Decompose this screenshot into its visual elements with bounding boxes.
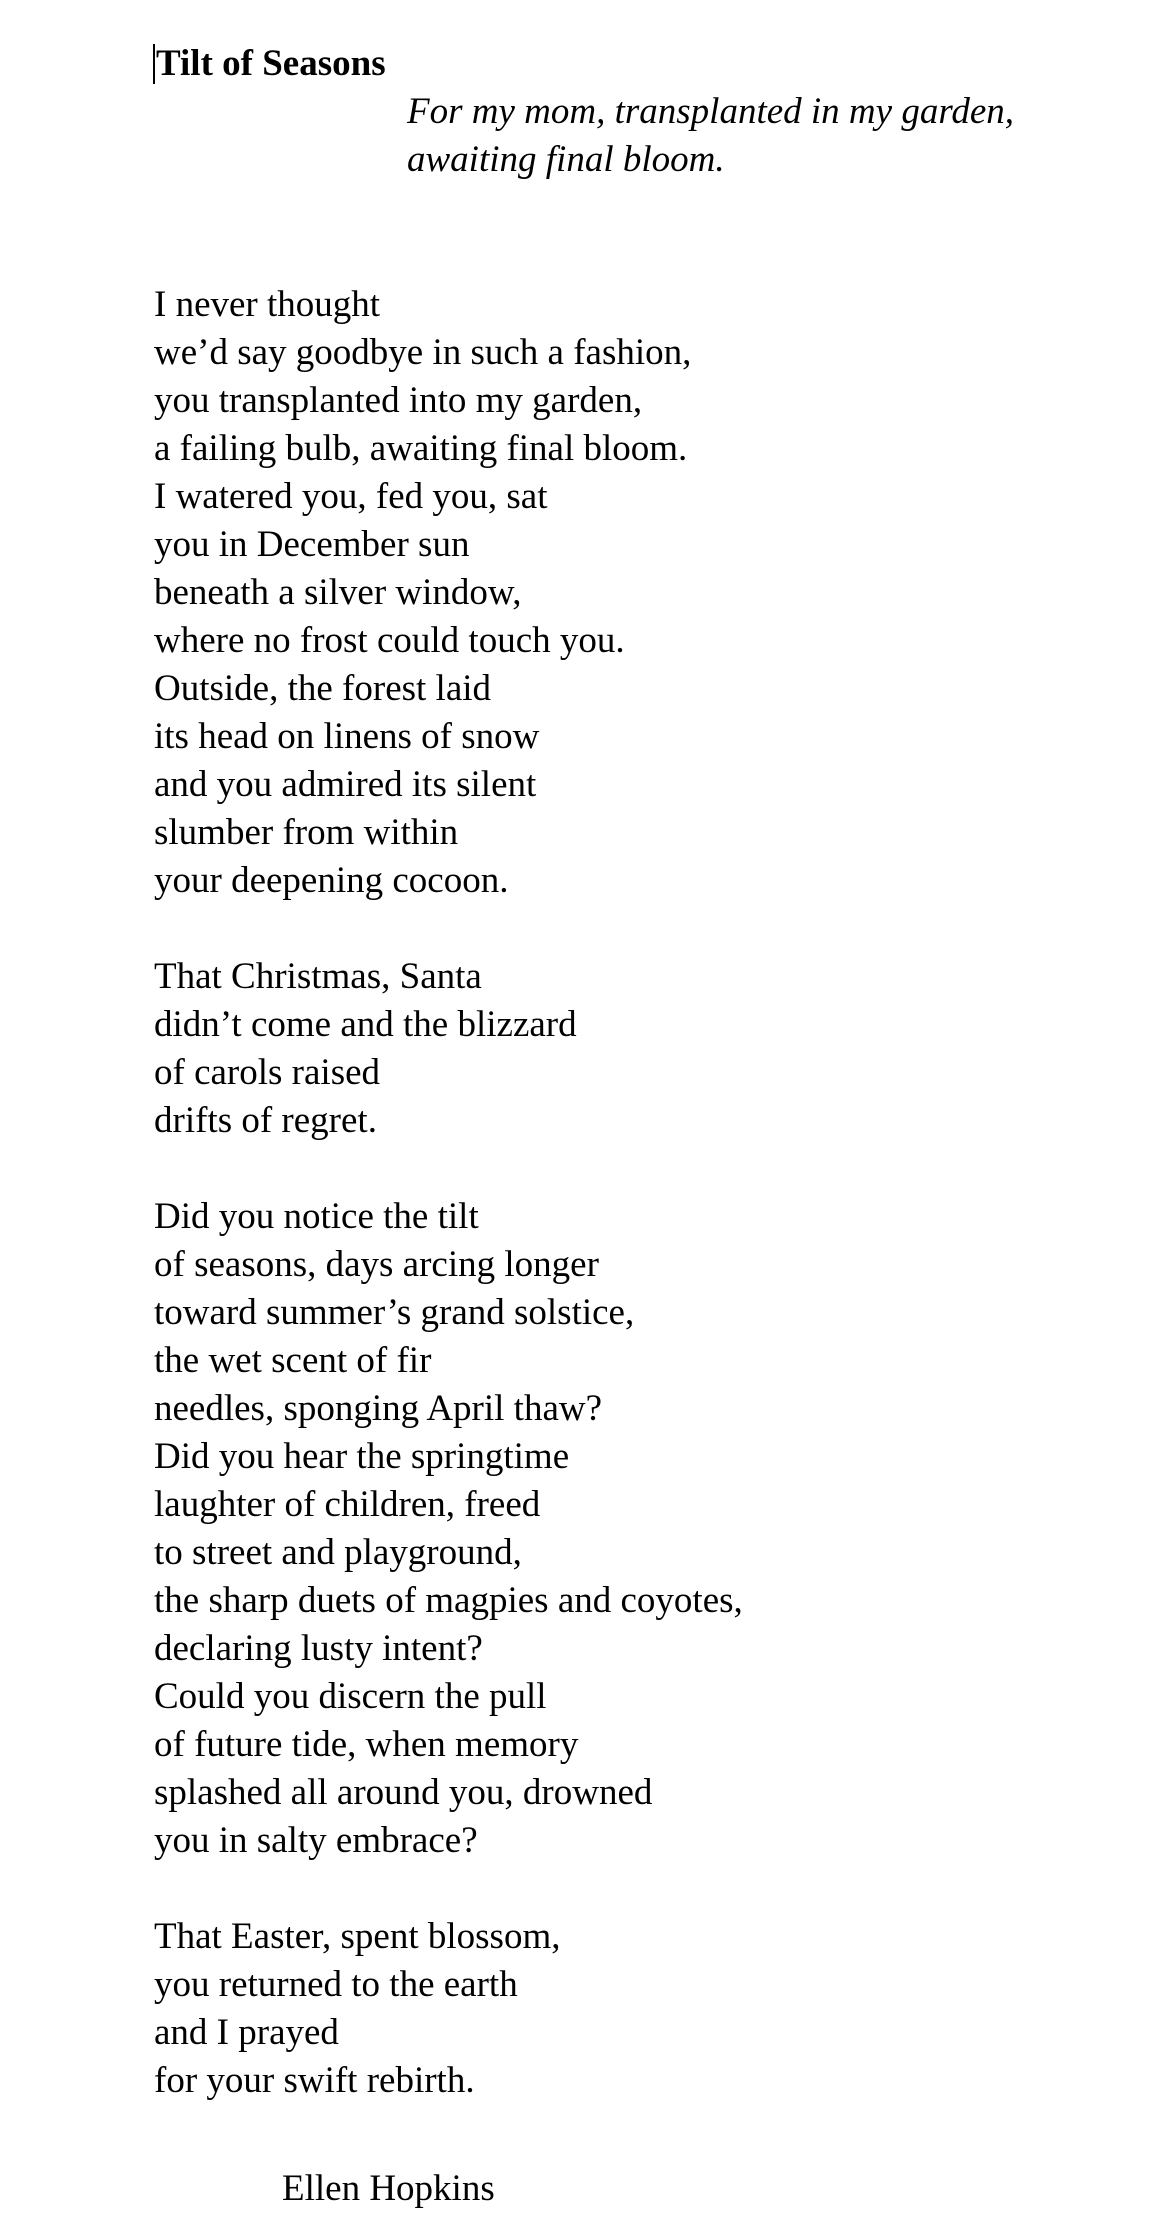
poem-dedication bbox=[407, 88, 1014, 184]
poem-line: you returned to the earth bbox=[154, 1964, 518, 2005]
dedication-line: For my mom, transplanted in my garden, bbox=[407, 91, 1015, 132]
poem-body bbox=[154, 281, 743, 2105]
poem-line: where no frost could touch you. bbox=[154, 620, 625, 661]
poem-line: Did you hear the springtime bbox=[154, 1436, 570, 1477]
text-cursor bbox=[153, 44, 155, 84]
poem-line: to street and playground, bbox=[154, 1532, 522, 1573]
poem-line: Did you notice the tilt bbox=[154, 1196, 479, 1237]
poem-line: of carols raised bbox=[154, 1052, 381, 1093]
poem-line: the wet scent of fir bbox=[154, 1340, 432, 1381]
poem-author: Ellen Hopkins bbox=[282, 2168, 495, 2209]
stanza bbox=[154, 953, 743, 1145]
poem-line: declaring lusty intent? bbox=[154, 1628, 483, 1669]
poem-line: of future tide, when memory bbox=[154, 1724, 579, 1765]
poem-line: I never thought bbox=[154, 284, 381, 325]
poem-line: you in December sun bbox=[154, 524, 470, 565]
poem-line: slumber from within bbox=[154, 812, 459, 853]
poem-line: drifts of regret. bbox=[154, 1100, 377, 1141]
poem-line: splashed all around you, drowned bbox=[154, 1772, 653, 1813]
stanza bbox=[154, 1193, 743, 1865]
poem-line: That Easter, spent blossom, bbox=[154, 1916, 561, 1957]
poem-line: beneath a silver window, bbox=[154, 572, 522, 613]
poem-line: Outside, the forest laid bbox=[154, 668, 492, 709]
poem-line: Could you discern the pull bbox=[154, 1676, 547, 1717]
poem-line: your deepening cocoon. bbox=[154, 860, 509, 901]
poem-line: you transplanted into my garden, bbox=[154, 380, 643, 421]
stanza bbox=[154, 281, 743, 905]
poem-line: for your swift rebirth. bbox=[154, 2060, 475, 2101]
poem-line: its head on linens of snow bbox=[154, 716, 540, 757]
poem-line: we’d say goodbye in such a fashion, bbox=[154, 332, 692, 373]
poem-line: I watered you, fed you, sat bbox=[154, 476, 548, 517]
poem-line: That Christmas, Santa bbox=[154, 956, 482, 997]
poem-line: a failing bulb, awaiting final bloom. bbox=[154, 428, 688, 469]
poem-line: and I prayed bbox=[154, 2012, 339, 2053]
poem-line: didn’t come and the blizzard bbox=[154, 1004, 577, 1045]
poem-line: the sharp duets of magpies and coyotes, bbox=[154, 1580, 743, 1621]
stanza bbox=[154, 1913, 743, 2105]
poem-line: laughter of children, freed bbox=[154, 1484, 541, 1525]
poem-line: of seasons, days arcing longer bbox=[154, 1244, 599, 1285]
poem-line: you in salty embrace? bbox=[154, 1820, 478, 1861]
poem-title: Tilt of Seasons bbox=[156, 43, 386, 84]
poem-line: needles, sponging April thaw? bbox=[154, 1388, 603, 1429]
poem-line: toward summer’s grand solstice, bbox=[154, 1292, 635, 1333]
dedication-line: awaiting final bloom. bbox=[407, 139, 725, 180]
poem-line: and you admired its silent bbox=[154, 764, 537, 805]
